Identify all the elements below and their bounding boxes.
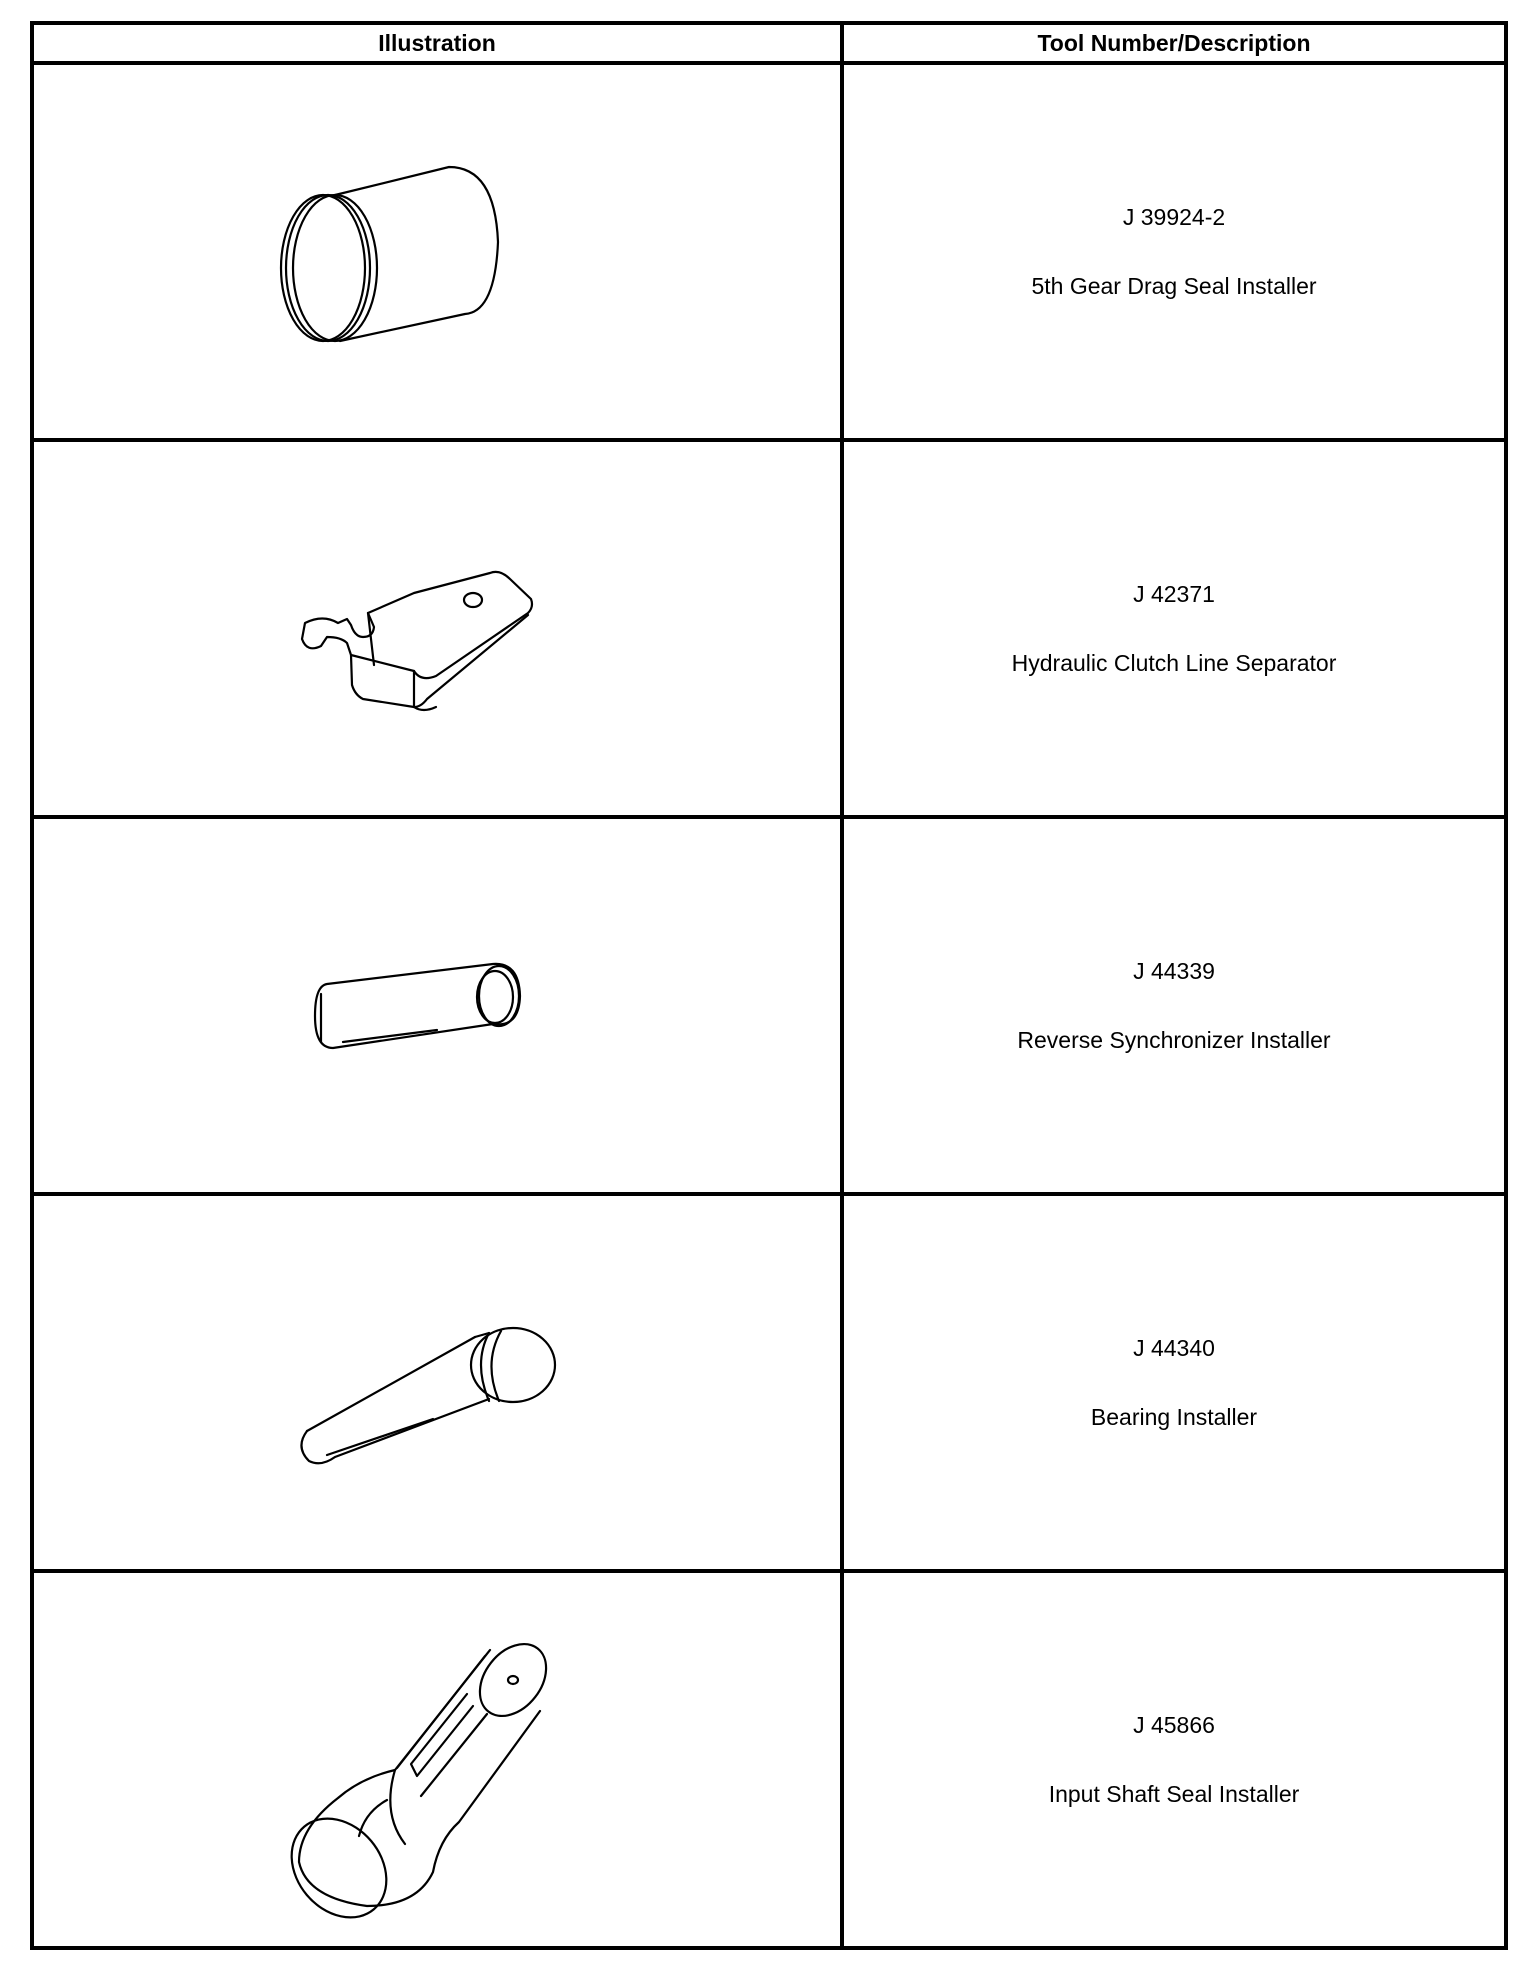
description-cell <box>842 440 1506 817</box>
tool-number: J 39924-2 <box>1122 204 1226 230</box>
tool-number: J 45866 <box>1133 1712 1215 1738</box>
synchronizer-installer-icon <box>237 846 637 1166</box>
tool-description: Bearing Installer <box>1090 1404 1258 1430</box>
description-cell <box>842 1571 1506 1948</box>
table-row <box>32 1194 1506 1571</box>
bearing-installer-icon <box>237 1223 637 1543</box>
seal-installer-icon <box>237 92 637 412</box>
illustration-cell <box>32 1571 842 1948</box>
header-tool-description: Tool Number/Description <box>842 23 1506 63</box>
tool-number: J 44339 <box>1133 958 1215 984</box>
illustration-cell <box>32 63 842 440</box>
input-shaft-seal-installer-icon <box>237 1600 637 1920</box>
illustration-cell <box>32 1194 842 1571</box>
description-cell <box>842 1194 1506 1571</box>
tool-description: Input Shaft Seal Installer <box>1048 1781 1300 1807</box>
tools-table <box>30 21 1508 1950</box>
header-illustration: Illustration <box>32 23 842 63</box>
description-cell <box>842 63 1506 440</box>
tool-description: Reverse Synchronizer Installer <box>1017 1027 1331 1053</box>
table-row <box>32 817 1506 1194</box>
table-row <box>32 1571 1506 1948</box>
tool-number: J 44340 <box>1133 1335 1215 1361</box>
table-row <box>32 63 1506 440</box>
table-row <box>32 440 1506 817</box>
description-cell <box>842 817 1506 1194</box>
tool-description: 5th Gear Drag Seal Installer <box>1031 273 1317 299</box>
clutch-line-separator-icon <box>237 469 637 789</box>
illustration-cell <box>32 817 842 1194</box>
header-row <box>32 23 1506 63</box>
illustration-cell <box>32 440 842 817</box>
tool-description: Hydraulic Clutch Line Separator <box>1011 650 1337 676</box>
tool-number: J 42371 <box>1133 581 1215 607</box>
